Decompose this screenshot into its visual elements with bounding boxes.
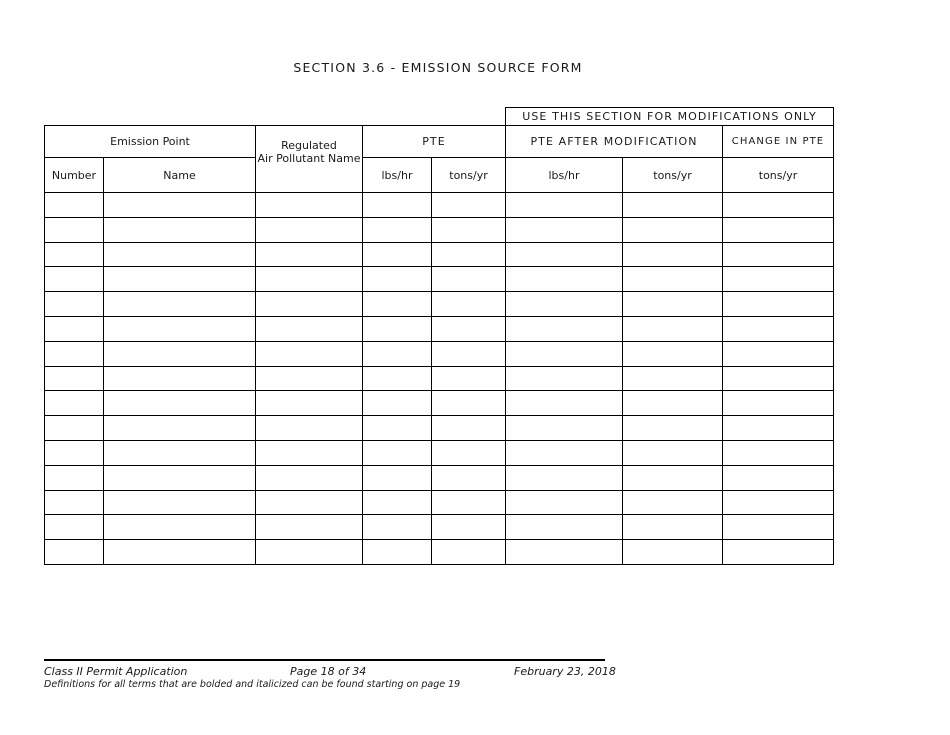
cell-after-tons-yr[interactable]: [623, 465, 723, 490]
pte-header: PTE: [363, 126, 506, 158]
cell-pte-tons-yr[interactable]: [432, 316, 506, 341]
cell-after-tons-yr[interactable]: [623, 267, 723, 292]
footer-divider: [44, 659, 605, 661]
table-row: [45, 515, 834, 540]
table-row: [45, 440, 834, 465]
cell-after-tons-yr[interactable]: [623, 391, 723, 416]
cell-after-tons-yr[interactable]: [623, 341, 723, 366]
cell-after-lbs-hr[interactable]: [506, 391, 623, 416]
cell-number[interactable]: [45, 193, 104, 218]
table-row: [45, 341, 834, 366]
cell-number[interactable]: [45, 292, 104, 317]
regulated-pollutant-header: [256, 126, 363, 193]
cell-pte-lbs-hr[interactable]: [363, 465, 432, 490]
cell-pte-tons-yr[interactable]: [432, 416, 506, 441]
cell-after-tons-yr[interactable]: [623, 242, 723, 267]
table-row: [45, 217, 834, 242]
cell-after-lbs-hr[interactable]: [506, 540, 623, 565]
cell-change-tons-yr[interactable]: [723, 465, 834, 490]
cell-pollutant[interactable]: [256, 465, 363, 490]
cell-after-lbs-hr[interactable]: [506, 366, 623, 391]
number-header: Number: [45, 158, 104, 193]
cell-number[interactable]: [45, 366, 104, 391]
cell-number[interactable]: [45, 440, 104, 465]
modifications-only-banner: USE THIS SECTION FOR MODIFICATIONS ONLY: [506, 108, 834, 126]
table-row: [45, 316, 834, 341]
cell-change-tons-yr[interactable]: [723, 267, 834, 292]
cell-pollutant[interactable]: [256, 292, 363, 317]
cell-name[interactable]: [104, 341, 256, 366]
cell-change-tons-yr[interactable]: [723, 490, 834, 515]
footer-page-number: Page 18 of 34: [290, 665, 367, 678]
cell-name[interactable]: [104, 515, 256, 540]
footer-definitions-note: Definitions for all terms that are bolded and italicized can be found starting on page 19: [44, 679, 461, 690]
cell-number[interactable]: [45, 465, 104, 490]
cell-after-lbs-hr[interactable]: [506, 242, 623, 267]
cell-pte-tons-yr[interactable]: [432, 515, 506, 540]
cell-change-tons-yr[interactable]: [723, 440, 834, 465]
cell-pollutant[interactable]: [256, 267, 363, 292]
cell-after-lbs-hr[interactable]: [506, 217, 623, 242]
table-row: [45, 416, 834, 441]
cell-name[interactable]: [104, 316, 256, 341]
cell-number[interactable]: [45, 341, 104, 366]
cell-after-tons-yr[interactable]: [623, 292, 723, 317]
cell-after-tons-yr[interactable]: [623, 316, 723, 341]
cell-after-lbs-hr[interactable]: [506, 490, 623, 515]
cell-pte-lbs-hr[interactable]: [363, 267, 432, 292]
cell-number[interactable]: [45, 540, 104, 565]
table-row: [45, 465, 834, 490]
cell-change-tons-yr[interactable]: [723, 366, 834, 391]
cell-name[interactable]: [104, 540, 256, 565]
pte-lbs-hr-header: lbs/hr: [363, 158, 432, 193]
name-header: Name: [104, 158, 256, 193]
cell-change-tons-yr[interactable]: [723, 292, 834, 317]
cell-after-lbs-hr[interactable]: [506, 316, 623, 341]
cell-after-lbs-hr[interactable]: [506, 267, 623, 292]
cell-after-tons-yr[interactable]: [623, 440, 723, 465]
cell-number[interactable]: [45, 316, 104, 341]
cell-pollutant[interactable]: [256, 515, 363, 540]
cell-pollutant[interactable]: [256, 366, 363, 391]
cell-pte-tons-yr[interactable]: [432, 292, 506, 317]
cell-pte-lbs-hr[interactable]: [363, 242, 432, 267]
cell-pollutant[interactable]: [256, 242, 363, 267]
cell-pte-tons-yr[interactable]: [432, 267, 506, 292]
pte-after-modification-header: PTE AFTER MODIFICATION: [506, 126, 723, 158]
cell-change-tons-yr[interactable]: [723, 316, 834, 341]
cell-change-tons-yr[interactable]: [723, 515, 834, 540]
after-tons-yr-header: tons/yr: [623, 158, 723, 193]
cell-name[interactable]: [104, 366, 256, 391]
header-spacer: [45, 108, 506, 126]
cell-pte-tons-yr[interactable]: [432, 540, 506, 565]
table-row: [45, 193, 834, 218]
cell-number[interactable]: [45, 416, 104, 441]
cell-number[interactable]: [45, 490, 104, 515]
cell-pte-lbs-hr[interactable]: [363, 540, 432, 565]
cell-pte-lbs-hr[interactable]: [363, 316, 432, 341]
cell-pte-tons-yr[interactable]: [432, 193, 506, 218]
cell-change-tons-yr[interactable]: [723, 540, 834, 565]
cell-name[interactable]: [104, 267, 256, 292]
cell-pte-lbs-hr[interactable]: [363, 292, 432, 317]
footer-date: February 23, 2018: [514, 665, 616, 678]
air-pollutant-name-label: Air Pollutant Name: [257, 152, 361, 165]
cell-pte-tons-yr[interactable]: [432, 341, 506, 366]
cell-pte-lbs-hr[interactable]: [363, 391, 432, 416]
table-row: [45, 391, 834, 416]
cell-after-lbs-hr[interactable]: [506, 440, 623, 465]
cell-number[interactable]: [45, 515, 104, 540]
cell-number[interactable]: [45, 242, 104, 267]
cell-pollutant[interactable]: [256, 193, 363, 218]
table-row: [45, 292, 834, 317]
cell-after-lbs-hr[interactable]: [506, 193, 623, 218]
cell-name[interactable]: [104, 217, 256, 242]
cell-pte-tons-yr[interactable]: [432, 391, 506, 416]
cell-pte-tons-yr[interactable]: [432, 465, 506, 490]
cell-name[interactable]: [104, 440, 256, 465]
cell-change-tons-yr[interactable]: [723, 416, 834, 441]
emission-source-table: [44, 107, 834, 565]
footer-document-name: Class II Permit Application: [44, 665, 188, 678]
cell-pte-lbs-hr[interactable]: [363, 193, 432, 218]
cell-pte-tons-yr[interactable]: [432, 242, 506, 267]
cell-after-lbs-hr[interactable]: [506, 416, 623, 441]
change-in-pte-header: CHANGE IN PTE: [723, 126, 834, 158]
cell-pollutant[interactable]: [256, 316, 363, 341]
cell-after-tons-yr[interactable]: [623, 366, 723, 391]
cell-pte-lbs-hr[interactable]: [363, 217, 432, 242]
cell-name[interactable]: [104, 391, 256, 416]
cell-after-tons-yr[interactable]: [623, 490, 723, 515]
cell-after-lbs-hr[interactable]: [506, 341, 623, 366]
table-row: [45, 267, 834, 292]
cell-after-tons-yr[interactable]: [623, 193, 723, 218]
cell-pte-tons-yr[interactable]: [432, 490, 506, 515]
cell-pte-tons-yr[interactable]: [432, 217, 506, 242]
cell-pte-lbs-hr[interactable]: [363, 515, 432, 540]
cell-pte-lbs-hr[interactable]: [363, 341, 432, 366]
cell-pte-lbs-hr[interactable]: [363, 490, 432, 515]
cell-after-tons-yr[interactable]: [623, 515, 723, 540]
cell-pte-lbs-hr[interactable]: [363, 366, 432, 391]
table-row: [45, 490, 834, 515]
table-row: [45, 540, 834, 565]
cell-pollutant[interactable]: [256, 391, 363, 416]
pte-tons-yr-header: tons/yr: [432, 158, 506, 193]
cell-pollutant[interactable]: [256, 217, 363, 242]
change-tons-yr-header: tons/yr: [723, 158, 834, 193]
cell-change-tons-yr[interactable]: [723, 242, 834, 267]
cell-pollutant[interactable]: [256, 490, 363, 515]
cell-name[interactable]: [104, 416, 256, 441]
cell-after-tons-yr[interactable]: [623, 416, 723, 441]
cell-pte-lbs-hr[interactable]: [363, 440, 432, 465]
cell-pte-lbs-hr[interactable]: [363, 416, 432, 441]
regulated-label: Regulated: [281, 139, 337, 152]
cell-change-tons-yr[interactable]: [723, 217, 834, 242]
cell-name[interactable]: [104, 292, 256, 317]
table-row: [45, 366, 834, 391]
cell-change-tons-yr[interactable]: [723, 193, 834, 218]
cell-number[interactable]: [45, 391, 104, 416]
cell-after-lbs-hr[interactable]: [506, 465, 623, 490]
cell-pollutant[interactable]: [256, 440, 363, 465]
cell-name[interactable]: [104, 465, 256, 490]
table-row: [45, 242, 834, 267]
cell-name[interactable]: [104, 242, 256, 267]
cell-pollutant[interactable]: [256, 416, 363, 441]
cell-after-tons-yr[interactable]: [623, 540, 723, 565]
after-lbs-hr-header: lbs/hr: [506, 158, 623, 193]
cell-after-tons-yr[interactable]: [623, 217, 723, 242]
table-body: [45, 193, 834, 565]
cell-pollutant[interactable]: [256, 540, 363, 565]
cell-pollutant[interactable]: [256, 341, 363, 366]
cell-name[interactable]: [104, 490, 256, 515]
cell-after-lbs-hr[interactable]: [506, 292, 623, 317]
section-title: SECTION 3.6 - EMISSION SOURCE FORM: [293, 60, 583, 75]
cell-change-tons-yr[interactable]: [723, 391, 834, 416]
cell-after-lbs-hr[interactable]: [506, 515, 623, 540]
cell-pte-tons-yr[interactable]: [432, 366, 506, 391]
cell-number[interactable]: [45, 267, 104, 292]
cell-change-tons-yr[interactable]: [723, 341, 834, 366]
cell-name[interactable]: [104, 193, 256, 218]
emission-point-header: Emission Point: [45, 126, 256, 158]
cell-pte-tons-yr[interactable]: [432, 440, 506, 465]
cell-number[interactable]: [45, 217, 104, 242]
